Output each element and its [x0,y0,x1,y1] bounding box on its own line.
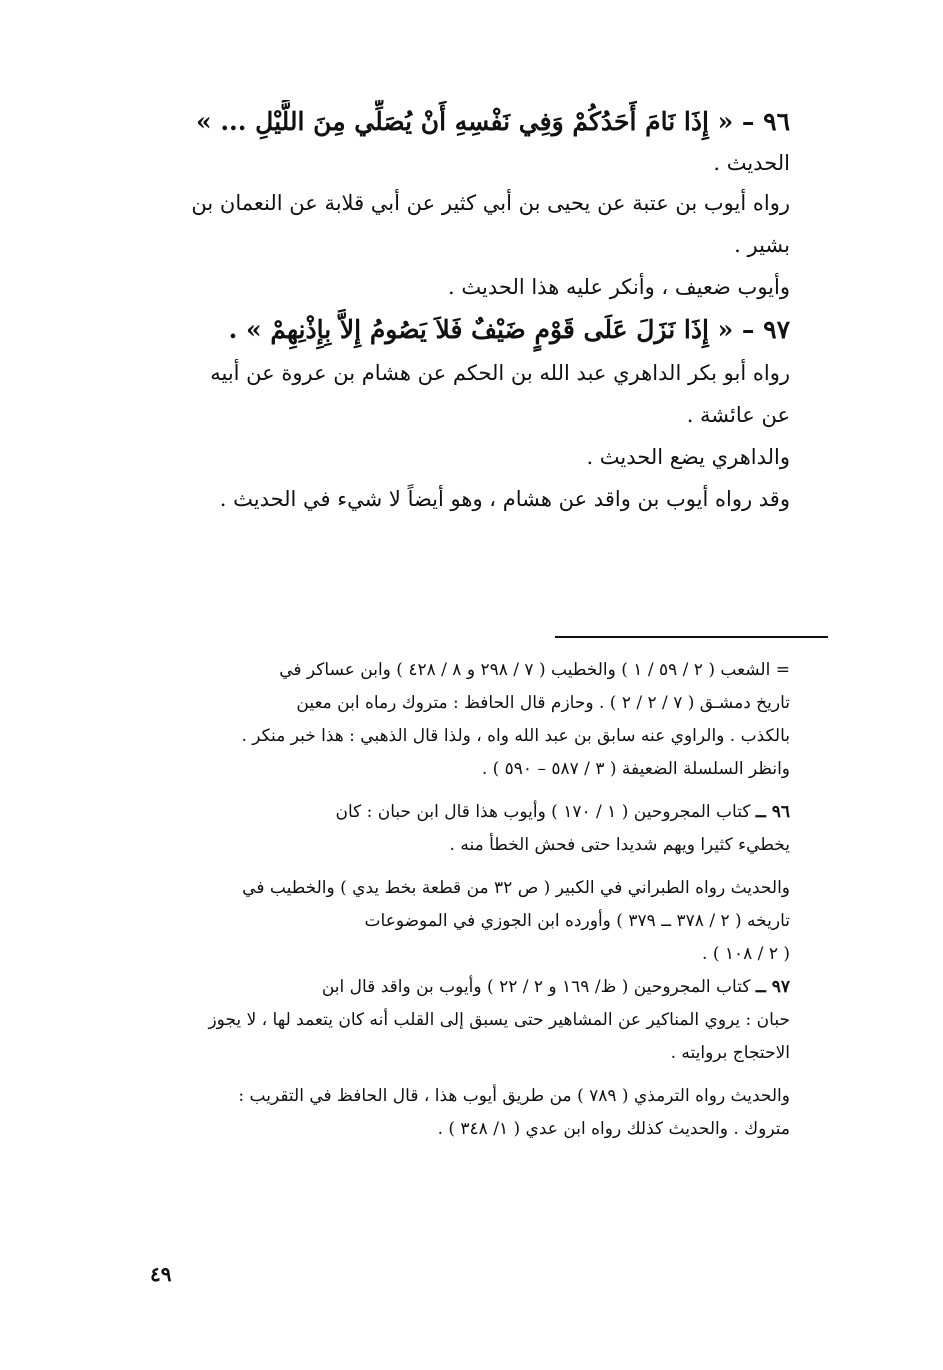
footnote-97 [150,971,790,1070]
footnote-number: ٩٦ ــ [755,802,790,822]
footnote-line: متروك . والحديث كذلك رواه ابن عدي ( ١/ ٣٤٨ ) . [437,1119,790,1139]
footnotes [150,654,790,1146]
footnote-number: ٩٧ ــ [755,977,790,997]
footnote-96-sources [150,872,790,971]
footnote-line [150,796,790,829]
footnote-line: يخطيء كثيرا ويهم شديدا حتى فحش الخطأ منه . [449,835,790,855]
footnote-97-sources [150,1080,790,1146]
footnote-line: حبان : يروي المناكير عن المشاهير حتى يسبق إلى القلب أنه كان يتعمد لها ، لا يجوز [208,1010,790,1030]
footnote-line: والحديث رواه الترمذي ( ٧٨٩ ) من طريق أيوب هذا ، قال الحافظ في التقريب : [238,1086,790,1106]
footnote-line: وانظر السلسلة الضعيفة ( ٣ / ٥٨٧ – ٥٩٠ ) . [481,759,790,779]
footnote-line [150,971,790,1004]
comment-97-a: والداهري يضع الحديث . [586,445,790,469]
narration-97-line-2: عن عائشة . [686,403,790,427]
hadith-97-heading: ٩٧ – « إِذَا نَزَلَ عَلَى قَوْمٍ ضَيْفٌ فَلاَ يَصُومُ إِلاَّ بِإِذْنِهِمْ » . [228,315,790,344]
footnote-line: تاريخ دمشـق ( ٧ / ٢ / ٢ ) . وحازم قال الحافظ : متروك رماه ابن معين [296,693,790,713]
hadith-96-heading: ٩٦ – « إِذَا نَامَ أَحَدُكُمْ وَفِي نَفْسِهِ أَنْ يُصَلِّي مِنَ اللَّيْلِ ... » [196,107,790,136]
comment-96: وأيوب ضعيف ، وأنكر عليه هذا الحديث . [448,275,790,299]
footnote-line: بالكذب . والراوي عنه سابق بن عبد الله واه ، ولذا قال الذهبي : هذا خبر منكر . [241,726,790,746]
footnote-line: ( ٢ / ١٠٨ ) . [702,944,790,964]
narration-96-line-1: رواه أيوب بن عتبة عن يحيى بن أبي كثير عن أبي قلابة عن النعمان بن [191,191,790,215]
footnote-line: والحديث رواه الطبراني في الكبير ( ص ٣٢ من قطعة بخط يدي ) والخطيب في [242,878,790,898]
footnote-text: كتاب المجروحين ( ١ / ١٧٠ ) وأيوب هذا قال ابن حبان : كان [335,802,751,822]
comment-97-b: وقد رواه أيوب بن واقد عن هشام ، وهو أيضاً لا شيء في الحديث . [219,487,790,511]
page-number: ٤٩ [150,1262,172,1286]
footnote-continuation [150,654,790,786]
footnote-line: الاحتجاج بروايته . [670,1043,790,1063]
hadith-96-continuation: الحديث . [713,151,790,175]
footnote-96 [150,796,790,862]
narration-97-line-1: رواه أبو بكر الداهري عبد الله بن الحكم عن هشام بن عروة عن أبيه [210,361,790,385]
footnote-text: كتاب المجروحين ( ظ/ ١٦٩ و ٢ / ٢٢ ) وأيوب بن واقد قال ابن [321,977,751,997]
main-text [150,100,790,520]
footnote-line: = الشعب ( ٢ / ٥٩ / ١ ) والخطيب ( ٧ / ٢٩٨ و ٨ / ٤٢٨ ) وابن عساكر في [279,660,790,680]
footnote-line: تاريخه ( ٢ / ٣٧٨ ــ ٣٧٩ ) وأورده ابن الجوزي في الموضوعات [364,911,790,931]
footnote-divider [555,636,828,638]
narration-96-line-2: بشير . [734,233,790,257]
